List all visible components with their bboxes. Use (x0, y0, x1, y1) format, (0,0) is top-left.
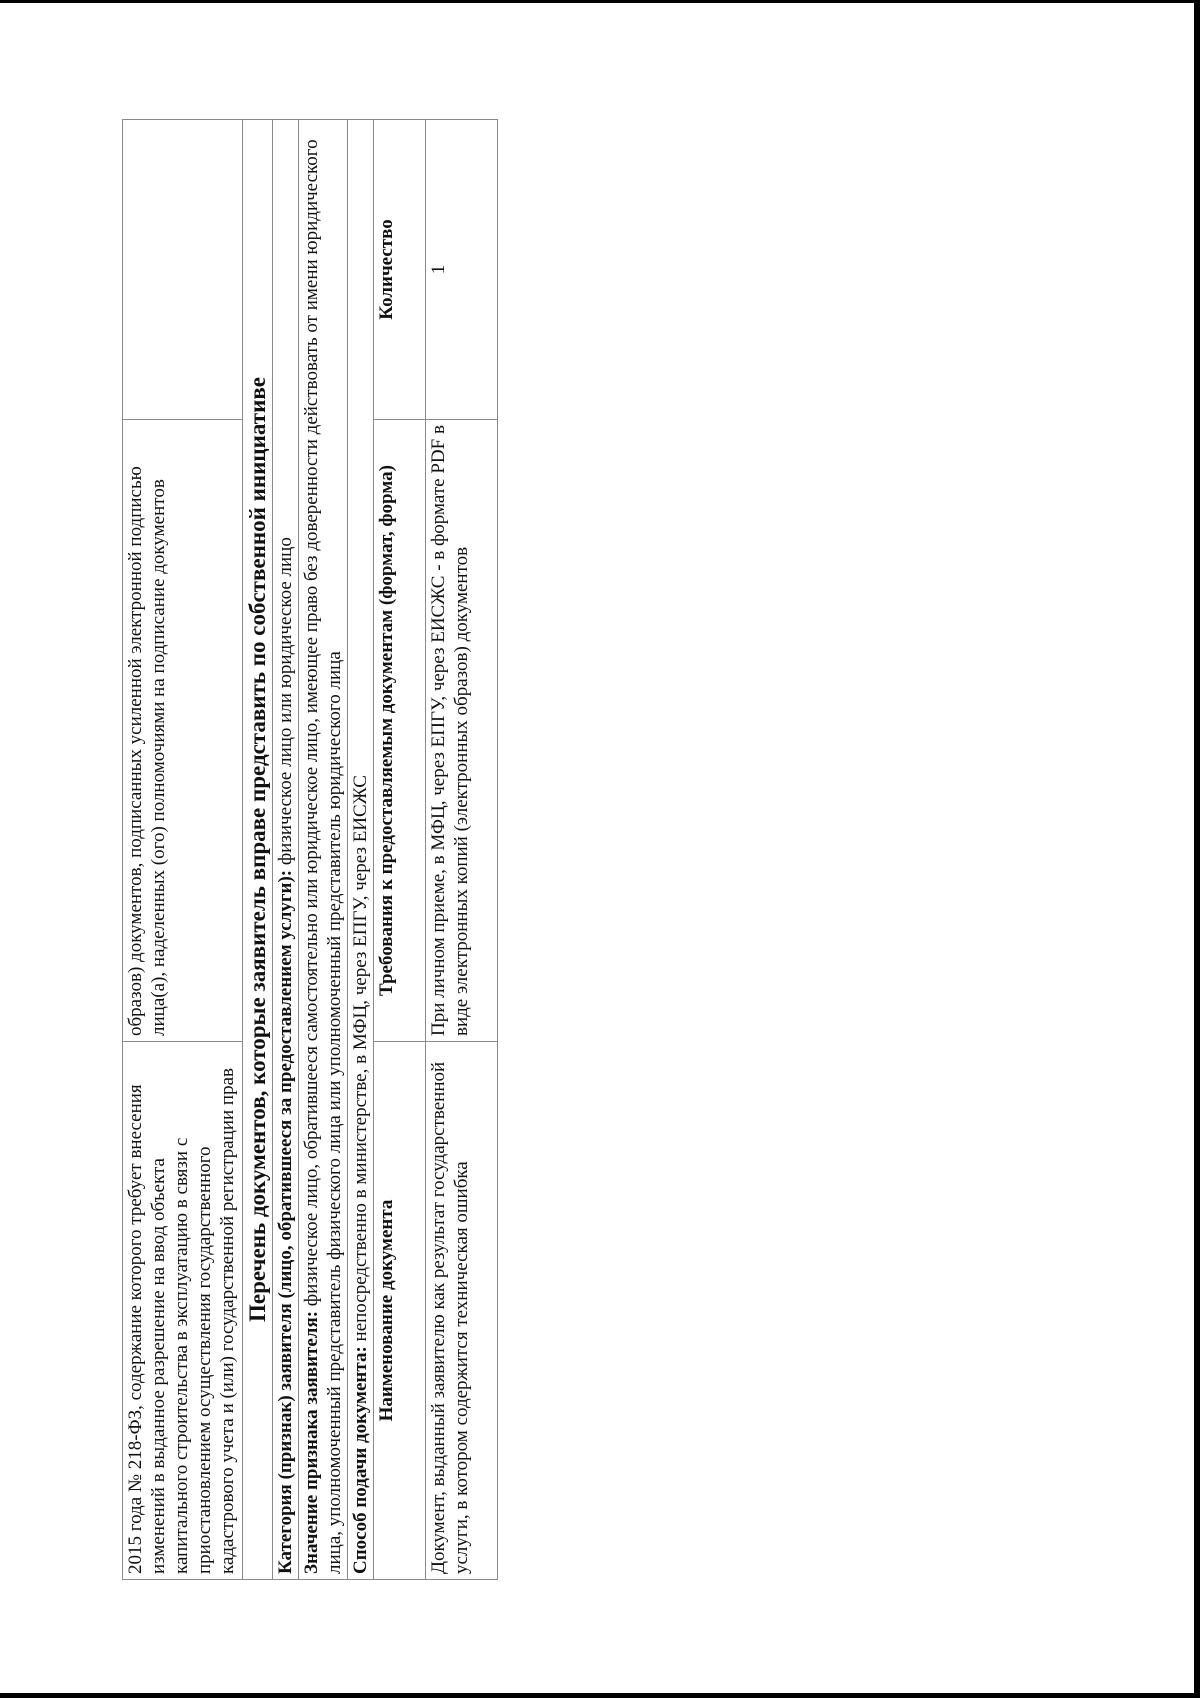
submission-label: Способ подачи документа: (350, 1346, 371, 1574)
doc-name: Документ, выданный заявителю как результат государственной услуги, в котором содержится техническая ошибка (426, 1042, 498, 1580)
documents-table (122, 119, 498, 1580)
doc-requirements: При личном приеме, в МФЦ, через ЕПГУ, через ЕИСЖС - в формате PDF в виде электронных копий (электронных образов) документов (426, 420, 498, 1042)
category-cell (273, 120, 299, 1580)
table-row (123, 120, 243, 1580)
prev-row-text: 2015 года № 218-ФЗ, содержание которого требует внесения изменений в выданное разрешение на ввод объекта капитального строительства в эксплуатацию в связи с приостановлением осуществления государственного кадастрового учета и (или) государственной регистрации прав (123, 1042, 243, 1580)
section-title: Перечень документов, которые заявитель вправе представить по собственной инициативе (243, 120, 273, 1580)
doc-quantity: 1 (426, 120, 498, 420)
submission-row (348, 120, 374, 1580)
category-value: физическое лицо или юридическое лицо (275, 537, 296, 870)
prev-row-requirements: образов) документов, подписанных усиленной электронной подписью лица(а), наделенных (ого) полномочиями на подписание документов (123, 420, 243, 1042)
attribute-value: физическое лицо, обратившееся самостоятельно или юридическое лицо, имеющее право без доверенности действовать от имени юридического лица, уполномоченный представитель физического лица или уполномоченный представитель юридического лица (301, 139, 345, 1574)
header-requirements: Требования к предоставляемым документам (формат, форма) (374, 420, 426, 1042)
category-label: Категория (признак) заявителя (лицо, обратившееся за предоставлением услуги): (275, 869, 296, 1574)
header-row (374, 120, 426, 1580)
attribute-row (299, 120, 348, 1580)
scan-edge-top (0, 0, 1200, 3)
submission-cell (348, 120, 374, 1580)
header-quantity: Количество (374, 120, 426, 420)
table-row (426, 120, 498, 1580)
scan-edge-bottom (0, 1693, 1200, 1698)
header-name: Наименование документа (374, 1042, 426, 1580)
prev-row-quantity (123, 120, 243, 420)
attribute-cell (299, 120, 348, 1580)
rotated-document (122, 120, 572, 1580)
submission-value: непосредственно в министерстве, в МФЦ, через ЕПГУ, через ЕИСЖС (350, 775, 371, 1347)
category-row (273, 120, 299, 1580)
scan-edge-right (1194, 0, 1200, 1698)
attribute-label: Значение признака заявителя: (301, 1310, 322, 1574)
section-row (243, 120, 273, 1580)
